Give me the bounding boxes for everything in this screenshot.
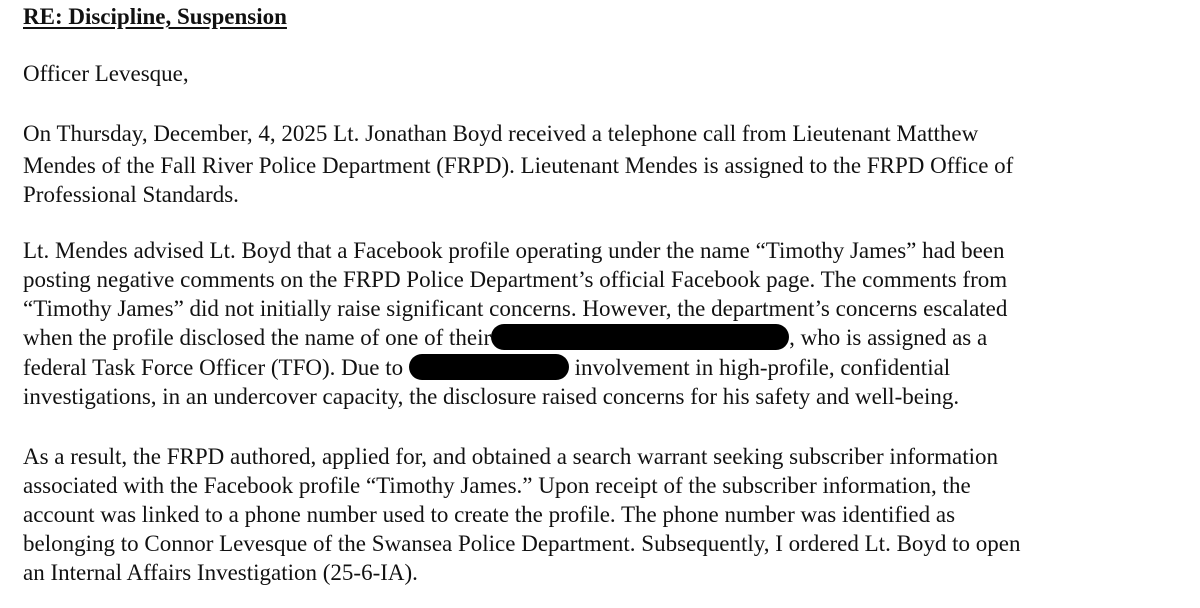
redaction-bar xyxy=(491,324,789,350)
paragraph-line: account was linked to a phone number used to create the profile. The phone number was identified as xyxy=(23,502,956,527)
paragraph-line: associated with the Facebook profile “Timothy James.” Upon receipt of the subscriber information, the xyxy=(23,473,971,498)
paragraph-line: As a result, the FRPD authored, applied for, and obtained a search warrant seeking subscriber information xyxy=(23,444,999,469)
paragraph-line: posting negative comments on the FRPD Police Department’s official Facebook page. The comments from xyxy=(23,267,1008,292)
paragraph-line: an Internal Affairs Investigation (25-6-IA). xyxy=(23,560,418,585)
line-text: , who is assigned as a xyxy=(789,325,988,350)
paragraph-line: Professional Standards. xyxy=(23,182,239,207)
paragraph-line: belonging to Connor Levesque of the Swansea Police Department. Subsequently, I ordered Lt. Boyd to open xyxy=(23,531,1021,556)
paragraph-line xyxy=(23,324,987,352)
line-text: federal Task Force Officer (TFO). Due to xyxy=(23,355,404,380)
paragraph-line: “Timothy James” did not initially raise significant concerns. However, the department’s concerns escalated xyxy=(23,296,1008,321)
line-text: when the profile disclosed the name of one of their xyxy=(23,325,492,350)
paragraph-line: investigations, in an undercover capacity, the disclosure raised concerns for his safety and well-being. xyxy=(23,384,960,409)
line-text: involvement in high-profile, confidential xyxy=(574,355,951,380)
paragraph-line: On Thursday, December, 4, 2025 Lt. Jonathan Boyd received a telephone call from Lieutenant Matthew xyxy=(23,121,979,146)
subject-heading: RE: Discipline, Suspension xyxy=(23,4,287,29)
paragraph-line xyxy=(23,354,950,382)
paragraph-line: Lt. Mendes advised Lt. Boyd that a Facebook profile operating under the name “Timothy James” had been xyxy=(23,238,1005,263)
paragraph-line: Mendes of the Fall River Police Department (FRPD). Lieutenant Mendes is assigned to the FRPD Office of xyxy=(23,153,1014,178)
redaction-bar xyxy=(409,354,569,380)
salutation: Officer Levesque, xyxy=(23,61,189,86)
